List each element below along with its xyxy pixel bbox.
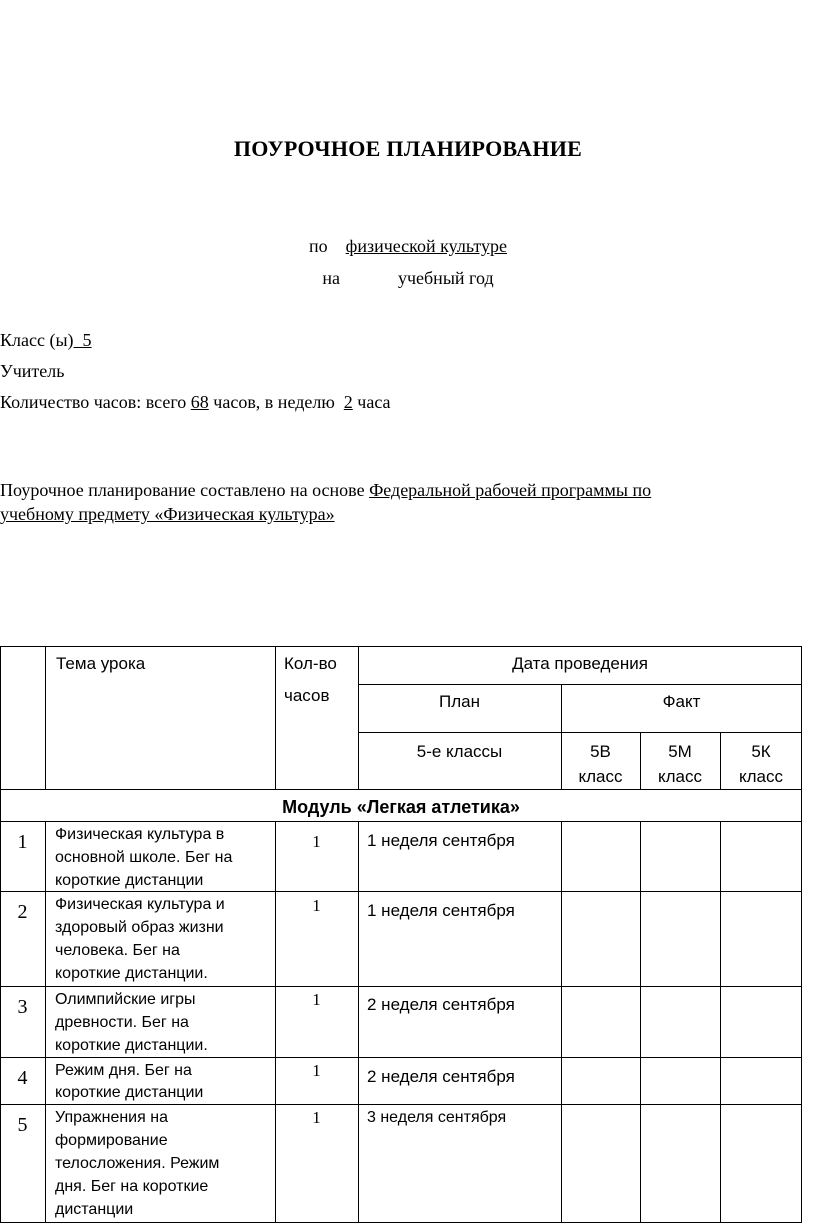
year-suffix: учебный год — [397, 268, 494, 288]
class-label: Класс (ы) — [0, 330, 74, 350]
header-hours-line1: Кол-во — [284, 654, 337, 673]
document-title: ПОУРОЧНОЕ ПЛАНИРОВАНИЕ — [233, 136, 583, 161]
header-5m-line1: 5М — [668, 742, 692, 761]
row-4-topic-line1: Режим дня. Бег на — [55, 1062, 192, 1079]
header-5k-line2: класс — [738, 767, 783, 786]
row-1-hours: 1 — [312, 832, 321, 851]
row-5-topic-line5: дистанции — [55, 1201, 134, 1218]
hours-week: 2 — [343, 392, 353, 412]
row-1-number: 1 — [17, 831, 28, 853]
hours-suffix: часа — [357, 392, 391, 412]
year-prefix: на — [322, 268, 340, 288]
basis-program-line2: учебному предмету «Физическая культура» — [0, 504, 335, 524]
header-fact: Факт — [662, 692, 701, 711]
header-5v-line2: класс — [578, 767, 623, 786]
teacher-label: Учитель — [0, 361, 65, 381]
header-grade: 5-е классы — [416, 742, 503, 761]
row-2-topic-line4: короткие дистанции. — [55, 965, 208, 982]
row-5-topic-line3: телосложения. Режим — [55, 1155, 220, 1172]
row-5-hours: 1 — [312, 1108, 321, 1127]
row-2-topic-line1: Физическая культура и — [55, 896, 225, 913]
row-3-topic-line2: древности. Бег на — [55, 1014, 189, 1031]
row-4-topic-line2: короткие дистанции — [55, 1084, 204, 1101]
row-5-topic-line1: Упражнения на — [55, 1109, 168, 1126]
class-value: 5 — [82, 330, 92, 350]
basis-program-line1: Федеральной рабочей программы по — [369, 480, 652, 500]
row-3-topic-line1: Олимпийские игры — [55, 991, 196, 1008]
row-4-hours: 1 — [312, 1061, 321, 1080]
row-2-topic-line3: человека. Бег на — [55, 942, 180, 959]
basis-prefix: Поурочное планирование составлено на основе — [0, 480, 365, 500]
module-heading: Модуль «Легкая атлетика» — [282, 797, 520, 817]
row-1-date: 1 неделя сентября — [367, 831, 515, 850]
hours-total: 68 — [190, 392, 209, 412]
header-topic: Тема урока — [56, 654, 146, 673]
subject-prefix: по — [309, 236, 328, 256]
header-hours-line2: часов — [284, 686, 330, 705]
row-3-hours: 1 — [312, 990, 321, 1009]
header-5m-line2: класс — [657, 767, 702, 786]
subject-value: физической культуре — [345, 236, 507, 256]
header-5k-line1: 5К — [751, 742, 771, 761]
header-plan: План — [439, 692, 480, 711]
hours-label: Количество часов: всего — [0, 392, 187, 412]
row-4-date: 2 неделя сентября — [367, 1067, 515, 1086]
row-4-number: 4 — [17, 1067, 28, 1089]
row-5-number: 5 — [17, 1114, 28, 1136]
row-2-hours: 1 — [312, 896, 321, 915]
row-1-topic-line1: Физическая культура в — [55, 826, 225, 843]
row-1-topic-line2: основной школе. Бег на — [55, 849, 233, 866]
header-date: Дата проведения — [512, 654, 648, 673]
row-5-date: 3 неделя сентября — [367, 1109, 507, 1126]
row-1-topic-line3: короткие дистанции — [55, 872, 204, 889]
row-3-number: 3 — [17, 996, 28, 1018]
header-5v-line1: 5В — [590, 742, 611, 761]
row-5-topic-line2: формирование — [55, 1132, 168, 1149]
row-2-date: 1 неделя сентября — [367, 901, 515, 920]
row-3-date: 2 неделя сентября — [367, 995, 515, 1014]
row-3-topic-line3: короткие дистанции. — [55, 1037, 208, 1054]
row-2-topic-line2: здоровый образ жизни — [55, 919, 224, 936]
row-5-topic-line4: дня. Бег на короткие — [55, 1178, 209, 1195]
hours-mid: часов, в неделю — [213, 392, 335, 412]
row-2-number: 2 — [17, 901, 28, 923]
